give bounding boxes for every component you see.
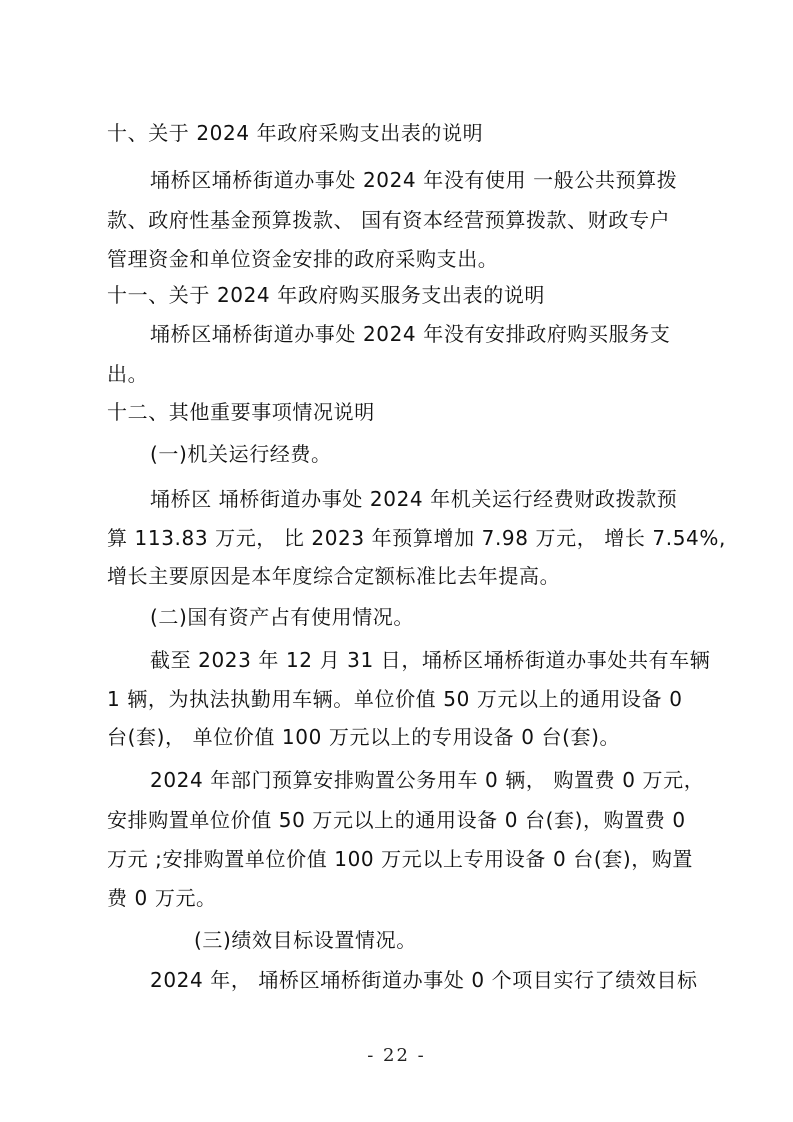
section-11-para-line-1: 埇桥区埇桥街道办事处 2024 年没有安排政府购买服务支 [150, 322, 671, 346]
page-number: - 22 - [367, 1045, 426, 1066]
subsection-1-para-line-3: 增长主要原因是本年度综合定额标准比去年提高。 [107, 564, 561, 588]
subsection-1-para-line-1: 埇桥区 埇桥街道办事处 2024 年机关运行经费财政拨款预 [150, 487, 678, 511]
subsection-1-title: (一)机关运行经费。 [150, 442, 332, 466]
section-10-heading: 十、关于 2024 年政府采购支出表的说明 [107, 121, 484, 145]
subsection-2-para2-line-1: 2024 年部门预算安排购置公务用车 0 辆， 购置费 0 万元， [150, 768, 705, 792]
section-11-heading: 十一、关于 2024 年政府购买服务支出表的说明 [107, 283, 546, 307]
subsection-2-para1-line-2: 1 辆，为执法执勤用车辆。单位价值 50 万元以上的通用设备 0 [107, 687, 683, 711]
subsection-2-para2-line-3: 万元 ;安排购置单位价值 100 万元以上专用设备 0 台(套)，购置 [107, 847, 694, 871]
subsection-1-para-line-2: 算 113.83 万元， 比 2023 年预算增加 7.98 万元， 增长 7.54%, [107, 526, 726, 550]
section-10-para-line-3: 管理资金和单位资金安排的政府采购支出。 [107, 247, 499, 271]
subsection-3-title: (三)绩效目标设置情况。 [194, 928, 417, 952]
section-10-para-line-1: 埇桥区埇桥街道办事处 2024 年没有使用 一般公共预算拨 [150, 168, 678, 192]
subsection-3-para-line-1: 2024 年， 埇桥区埇桥街道办事处 0 个项目实行了绩效目标 [150, 968, 698, 992]
section-12-heading: 十二、其他重要事项情况说明 [107, 400, 375, 424]
section-11-para-line-2: 出。 [107, 362, 149, 386]
subsection-2-para2-line-4: 费 0 万元。 [107, 886, 217, 910]
subsection-2-para2-line-2: 安排购置单位价值 50 万元以上的通用设备 0 台(套)，购置费 0 [107, 808, 686, 832]
subsection-2-para1-line-1: 截至 2023 年 12 月 31 日，埇桥区埇桥街道办事处共有车辆 [150, 648, 711, 672]
subsection-2-para1-line-3: 台(套)， 单位价值 100 万元以上的专用设备 0 台(套)。 [107, 725, 621, 749]
subsection-2-title: (二)国有资产占有使用情况。 [150, 605, 415, 629]
section-10-para-line-2: 款、政府性基金预算拨款、 国有资本经营预算拨款、财政专户 [107, 208, 671, 232]
